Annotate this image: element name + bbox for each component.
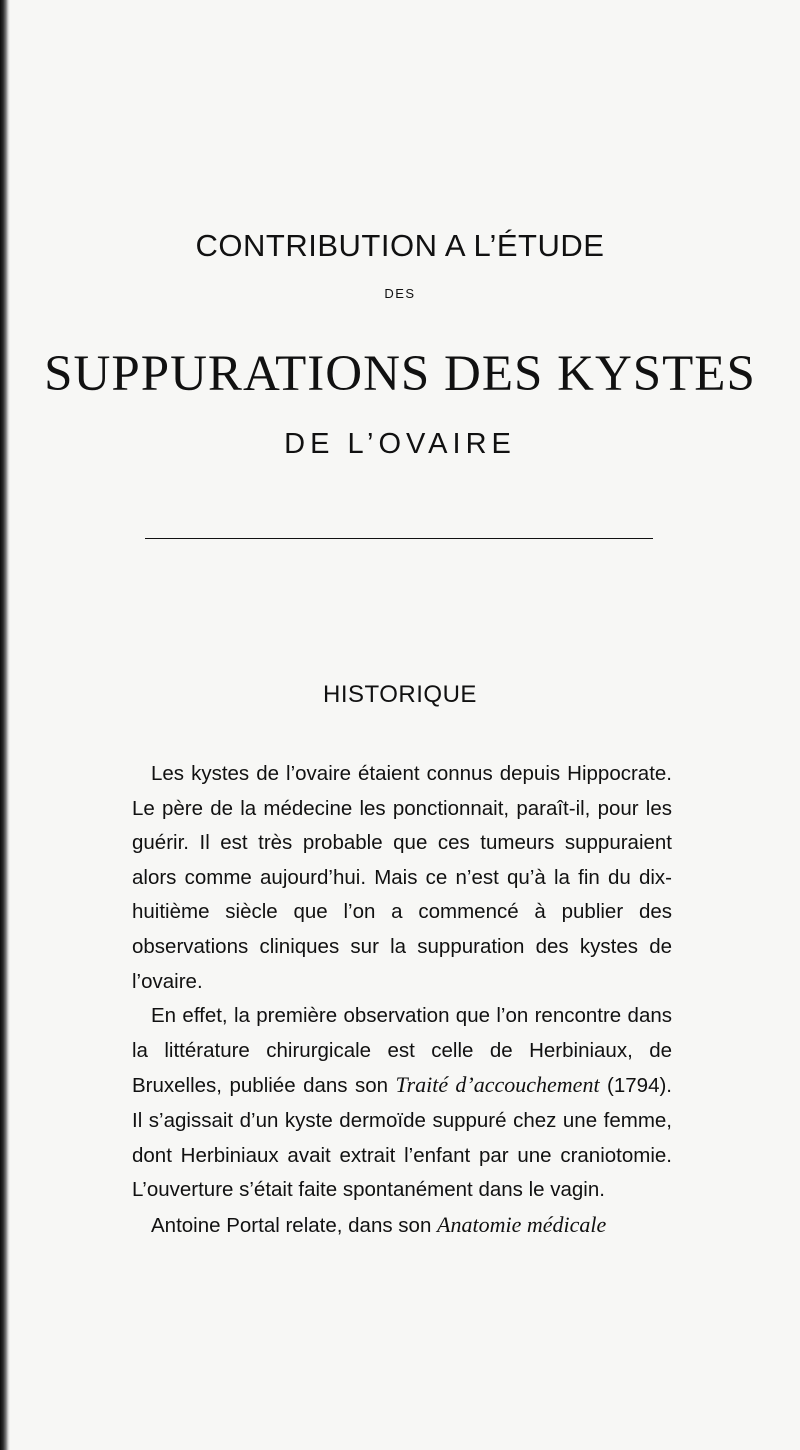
section-heading: HISTORIQUE	[323, 681, 477, 708]
paragraph-3-italic-title: Anatomie médicale	[437, 1211, 607, 1237]
title-line-4: DE L’OVAIRE	[284, 428, 516, 460]
paragraph-2-text-before: En effet, la première observation que l’on rencontre dans la littérature chirurgicale est celle de Herbiniaux, de Bruxelles, publiée dans son	[132, 1004, 672, 1098]
paragraph-2-italic-title: Traité d’accouchement	[395, 1072, 600, 1098]
title-line-1: CONTRIBUTION A L’ÉTUDE	[195, 228, 605, 263]
title-line-3: SUPPURATIONS DES KYSTES	[44, 346, 756, 402]
title-rule	[145, 538, 653, 539]
body-text	[132, 757, 672, 1243]
page-edge	[0, 0, 10, 1450]
paragraph-1: Les kystes de l’ovaire étaient connus depuis Hippocrate. Le père de la médecine les ponctionnait, paraît-il, pour les guérir. Il est très probable que ces tumeurs suppuraient alors comme aujourd’hui. Mais ce n’est qu’à la fin du dix-huitième siècle que l’on a commencé à publier des observations cliniques sur la suppuration des kystes de l’ovaire.	[132, 762, 672, 993]
paragraph-3	[132, 1208, 672, 1244]
paragraph-2-text-after: (1794). Il s’agissait d’un kyste dermoïde suppuré chez une femme, dont Herbiniaux avait extrait l’enfant par une craniotomie. L’ouverture s’était faite spontanément dans le vagin.	[132, 1074, 672, 1202]
paragraph-3-text-before: Antoine Portal relate, dans son	[151, 1213, 438, 1237]
paragraph-2	[132, 999, 672, 1208]
title-line-2: DES	[384, 286, 416, 301]
